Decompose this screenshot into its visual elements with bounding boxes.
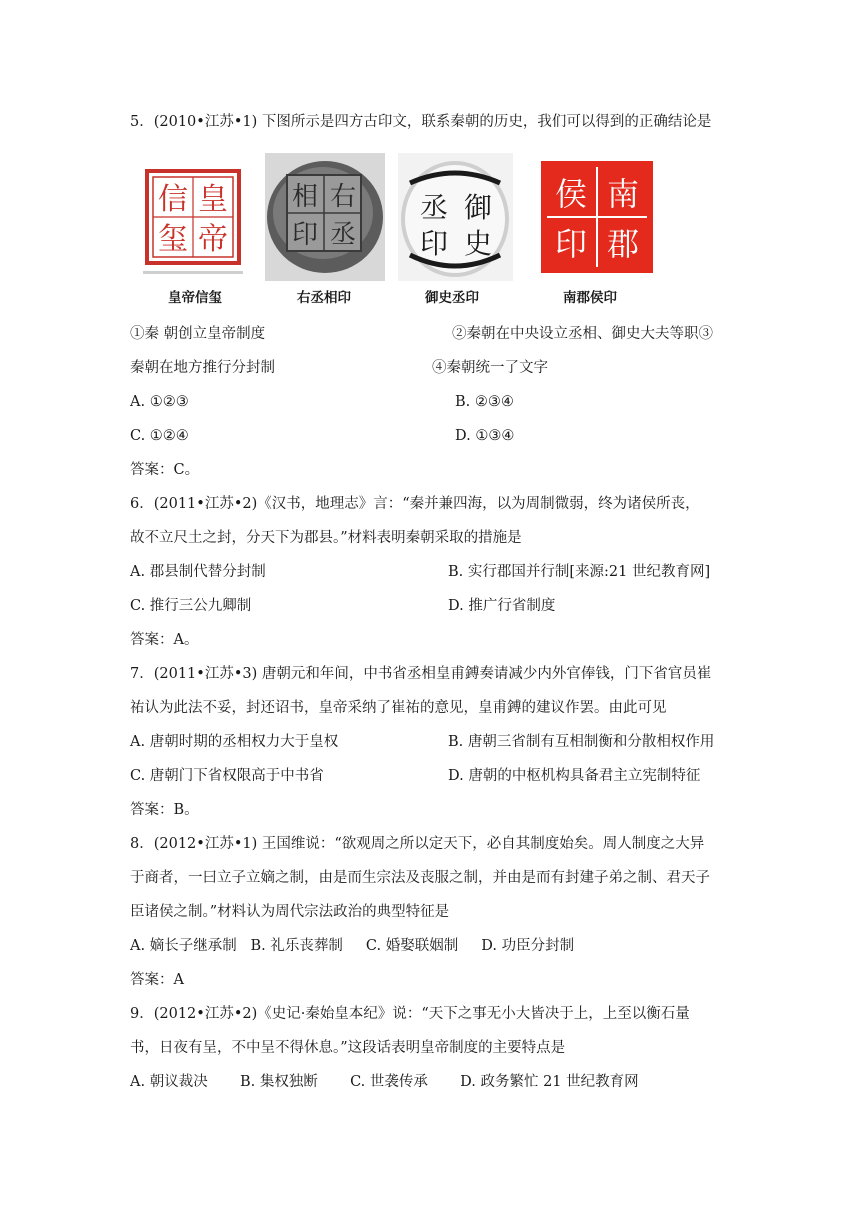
q8-stem-line1: 8．(2012•江苏•1) 王国维说：“欲观周之所以定天下，必自其制度始矣。周人制度之大异 <box>130 836 705 852</box>
q5-statement-3-cont: 秦朝在地方推行分封制 <box>130 360 275 376</box>
svg-text:玺: 玺 <box>158 222 188 257</box>
q7-option-d: D. 唐朝的中枢机构具备君主立宪制特征 <box>448 768 701 784</box>
q5-answer: 答案：C。 <box>130 462 200 478</box>
q5-stem: 5．(2010•江苏•1) 下图所示是四方古印文，联系秦朝的历史，我们可以得到的正确结论是 <box>130 114 712 130</box>
svg-text:相: 相 <box>291 182 319 212</box>
q7-option-c: C. 唐朝门下省权限高于中书省 <box>130 768 324 784</box>
svg-text:印: 印 <box>291 220 319 250</box>
seal-image-yushichengyin <box>398 153 513 281</box>
svg-text:丞: 丞 <box>329 220 357 250</box>
seal-image-huangdixinxi <box>143 153 243 281</box>
seal-caption-3: 御史丞印 <box>425 290 479 306</box>
svg-text:帝: 帝 <box>198 222 228 257</box>
svg-text:史: 史 <box>463 227 493 260</box>
q5-statement-2-3: ②秦朝在中央设立丞相、御史大夫等职③ <box>452 326 713 342</box>
seal-image-nanjunhouyin <box>535 153 660 281</box>
svg-text:皇: 皇 <box>198 182 228 217</box>
seal-caption-1: 皇帝信玺 <box>168 290 222 306</box>
q7-stem-line1: 7．(2011•江苏•3) 唐朝元和年间，中书省丞相皇甫鎛奏请减少内外官俸钱，门下省官员崔 <box>130 666 712 682</box>
q7-option-a: A. 唐朝时期的丞相权力大于皇权 <box>130 734 339 750</box>
seal-caption-4: 南郡侯印 <box>563 290 617 306</box>
svg-text:印: 印 <box>554 225 588 263</box>
q6-option-a: A. 郡县制代替分封制 <box>130 564 266 580</box>
q8-stem-line3: 臣诸侯之制。”材料认为周代宗法政治的典型特征是 <box>130 904 450 920</box>
q5-option-a: A. ①②③ <box>130 394 189 410</box>
q8-stem-line2: 于商者，一曰立子立嫡之制，由是而生宗法及丧服之制，并由是而有封建子弟之制、君天子 <box>130 870 710 886</box>
q6-option-c: C. 推行三公九卿制 <box>130 598 252 614</box>
q7-option-b: B. 唐朝三省制有互相制衡和分散相权作用 <box>448 734 715 750</box>
q7-stem-line2: 祐认为此法不妥，封还诏书，皇帝采纳了崔祐的意见，皇甫鎛的建议作罢。由此可见 <box>130 700 667 716</box>
q6-option-d: D. 推广行省制度 <box>448 598 556 614</box>
q6-answer: 答案：A。 <box>130 632 199 648</box>
svg-text:丞: 丞 <box>419 191 449 224</box>
q5-statement-1: ①秦 朝创立皇帝制度 <box>130 326 266 342</box>
svg-text:信: 信 <box>158 182 188 217</box>
q9-stem-line1: 9．(2012•江苏•2)《史记·秦始皇本纪》说：“天下之事无小大皆决于上，上至以衡石量 <box>130 1006 690 1022</box>
q6-stem-line2: 故不立尺土之封，分天下为郡县。”材料表明秦朝采取的措施是 <box>130 530 522 546</box>
svg-text:侯: 侯 <box>554 175 588 213</box>
svg-text:南: 南 <box>606 175 640 213</box>
seal-image-youchengxiangyin <box>265 153 385 281</box>
svg-text:印: 印 <box>419 227 449 260</box>
q7-answer: 答案：B。 <box>130 802 199 818</box>
q6-option-b: B. 实行郡国并行制[来源:21 世纪教育网] <box>448 564 711 580</box>
svg-text:右: 右 <box>329 182 357 212</box>
q5-option-b: B. ②③④ <box>455 394 514 410</box>
q5-option-d: D. ①③④ <box>455 428 515 444</box>
q9-stem-line2: 书，日夜有呈，不中呈不得休息。”这段话表明皇帝制度的主要特点是 <box>130 1040 566 1056</box>
q6-stem-line1: 6．(2011•江苏•2)《汉书，地理志》言：“秦并兼四海，以为周制微弱，终为诸侯所丧， <box>130 496 700 512</box>
q5-statement-4: ④秦朝统一了文字 <box>432 360 548 376</box>
q8-answer: 答案：A <box>130 972 184 988</box>
q8-options: A. 嫡长子继承制 B. 礼乐丧葬制 C. 婚娶联姻制 D. 功臣分封制 <box>130 938 575 954</box>
q9-options: A. 朝议裁决 B. 集权独断 C. 世袭传承 D. 政务繁忙 21 世纪教育网 <box>130 1074 639 1090</box>
svg-text:郡: 郡 <box>606 225 640 263</box>
seal-caption-2: 右丞相印 <box>297 290 351 306</box>
svg-text:御: 御 <box>463 191 493 224</box>
q5-option-c: C. ①②④ <box>130 428 189 444</box>
